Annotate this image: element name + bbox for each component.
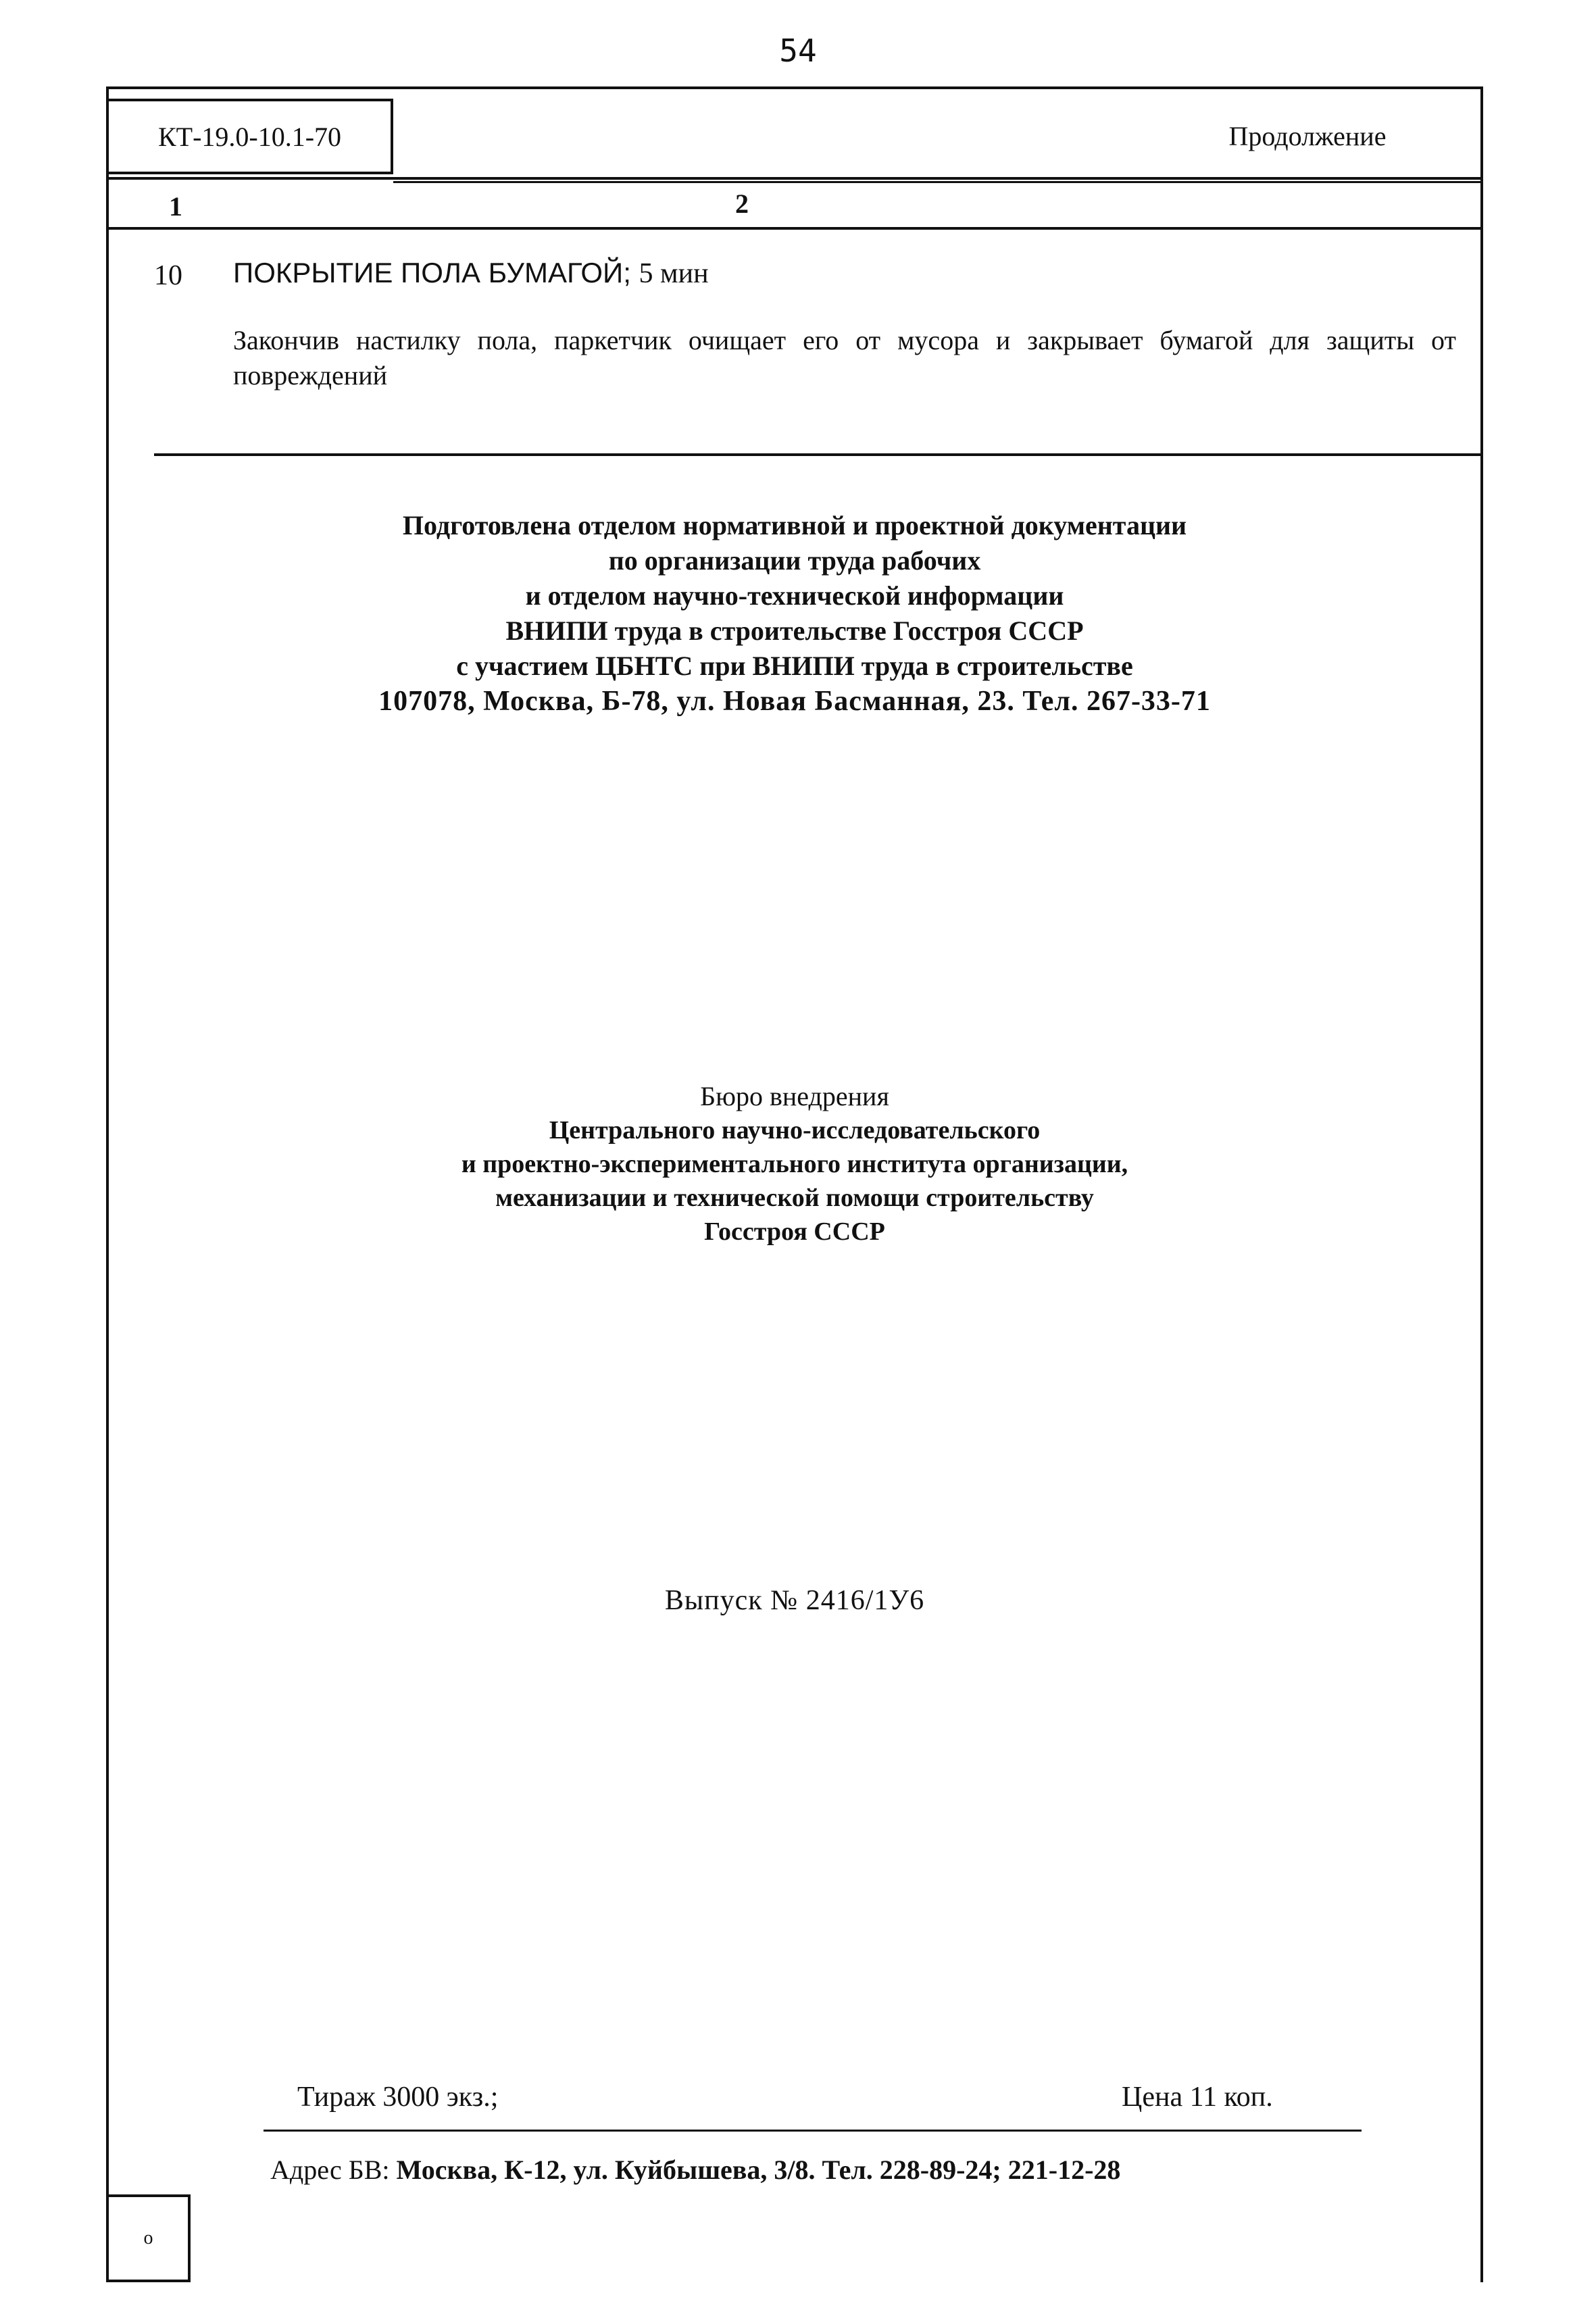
bureau-address-text: Москва, К-12, ул. Куйбышева, 3/8. Тел. 228-89-24; 221-12-28: [396, 2155, 1121, 2185]
bureau-line-1: Центрального научно-исследовательского: [549, 1116, 1041, 1145]
continuation-label: Продолжение: [1228, 121, 1387, 151]
prepared-address: 107078, Москва, Б-78, ул. Новая Басманная, 23. Тел. 267-33-71: [378, 686, 1211, 717]
footer-rule: [264, 2130, 1362, 2132]
corner-box: [106, 2194, 191, 2282]
prepared-line-3: и отделом научно-технической информации: [525, 580, 1064, 611]
price: Цена 11 коп.: [1122, 2082, 1273, 2113]
prepared-line-5: с участием ЦБНТС при ВНИПИ труда в строительстве: [456, 651, 1133, 681]
document-code: КТ-19.0-10.1-70: [106, 99, 393, 174]
print-run: Тираж 3000 экз.;: [297, 2082, 499, 2113]
table-bottom-rule: [154, 453, 1483, 456]
column-number-2: 2: [735, 188, 749, 219]
corner-mark: о: [143, 2228, 153, 2248]
column-number-1: 1: [169, 191, 182, 222]
page-number: 54: [779, 32, 817, 69]
bureau-block: [106, 1080, 1483, 1249]
bureau-title: Бюро внедрения: [700, 1081, 889, 1111]
bureau-line-4: Госстроя СССР: [704, 1217, 885, 1246]
column-numbers-bottom-rule: [106, 227, 1483, 230]
row-description: Закончив настилку пола, паркетчик очищает его от мусора и закрывает бумагой для защиты от повреждений: [233, 325, 1456, 391]
prepared-line-4: ВНИПИ труда в строительстве Госстроя СССР: [505, 615, 1084, 646]
row-time: 5 мин: [639, 258, 709, 289]
bureau-address-label: Адрес БВ:: [270, 2155, 390, 2185]
bureau-line-2: и проектно-экспериментального института организации,: [461, 1150, 1128, 1178]
bureau-address: [270, 2154, 1120, 2186]
bureau-line-3: механизации и технической помощи строительству: [495, 1184, 1094, 1212]
row-number: 10: [154, 260, 182, 291]
header-rule: [106, 177, 1483, 180]
row-title: [233, 257, 709, 290]
prepared-by-block: [106, 508, 1483, 719]
issue-number: Выпуск № 2416/1У6: [664, 1585, 925, 1616]
row-title-text: ПОКРЫТИЕ ПОЛА БУМАГОЙ;: [233, 257, 631, 288]
prepared-line-1: Подготовлена отделом нормативной и проектной документации: [402, 510, 1187, 540]
prepared-line-2: по организации труда рабочих: [608, 545, 981, 576]
column-numbers-top-rule: [393, 181, 1483, 183]
